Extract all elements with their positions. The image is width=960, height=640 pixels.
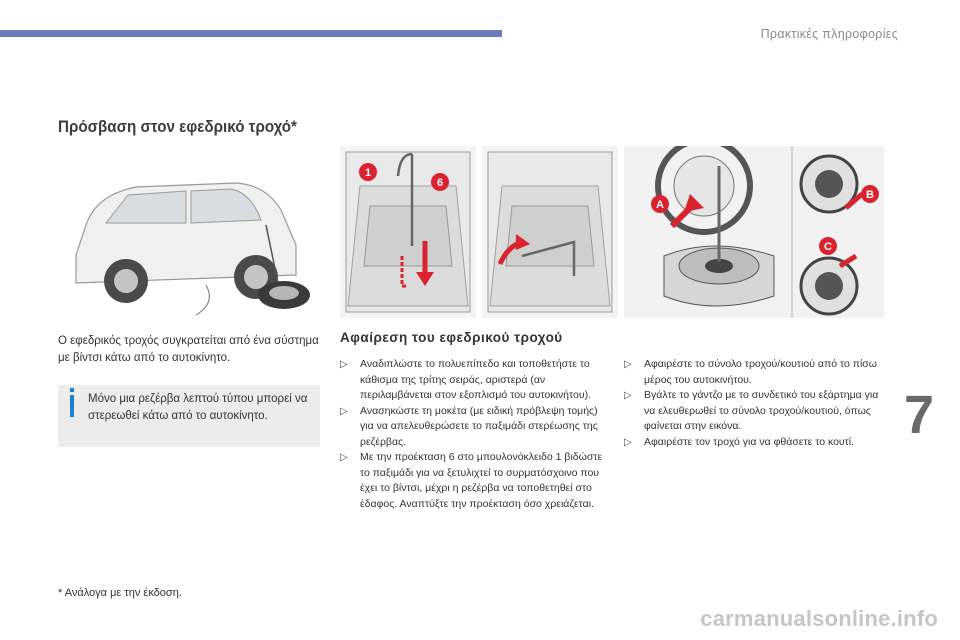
svg-text:B: B [866, 189, 874, 201]
removal-step: ▷ Αφαιρέστε το σύνολο τροχού/κουτιού από το πίσω μέρος του αυτοκινήτου. [624, 358, 877, 386]
step-bullet-icon: ▷ [340, 405, 348, 417]
removal-step: ▷ Με την προέκταση 6 στο μπουλονόκλειδο 1 βιδώστε το παξιμάδι για να ξετυλιχτεί το συρματόσχοινο που έχει το βίντσι, μέχρι η ρεζέρβα να τοποθετηθεί στο έδαφος. Αναπτύξτε την προέκταση όσο χρειάζεται. [340, 451, 603, 510]
removal-section-title: Αφαίρεση του εφεδρικού τροχού [340, 330, 563, 345]
spare-wheel-winch-illustration [624, 146, 884, 318]
trunk-illustration-step1 [340, 146, 476, 318]
footnote: * Ανάλογα με την έκδοση. [58, 587, 182, 599]
removal-step: ▷ Βγάλτε το γάντζο με το συνδετικό του εξάρτημα για να ελευθερωθεί το σύνολο τροχού/κουτιού, όπως φαίνεται στην εικόνα. [624, 389, 879, 432]
removal-step: ▷ Αναδιπλώστε το πολυεπίπεδο και τοποθετήστε το κάθισμα της τρίτης σειράς, αριστερά (αν περιλαμβάνεται στον εξοπλισμό του αυτοκινήτου). [340, 358, 592, 401]
callout-C [819, 237, 837, 255]
removal-steps-right [624, 357, 886, 450]
removal-step: ▷ Ανασηκώστε τη μοκέτα (με ειδική πρόβλεψη τομής) για να απελευθερώσετε το παξιμάδι στερέωσης της ρεζέρβας. [340, 404, 598, 448]
step-bullet-icon: ▷ [624, 390, 632, 401]
svg-text:A: A [656, 199, 664, 211]
svg-text:C: C [824, 241, 832, 253]
removal-step: ▷ Αφαιρέστε τον τροχό για να φθάσετε το κουτί. [624, 435, 886, 451]
info-note-text: Μόνο μια ρεζέρβα λεπτού τύπου μπορεί να στερεωθεί κάτω από το αυτοκίνητο. [88, 393, 308, 422]
step-bullet-icon: ▷ [624, 359, 632, 370]
chapter-number: 7 [904, 385, 935, 445]
callout-A [651, 195, 669, 213]
trunk-illustration-step2 [482, 146, 618, 318]
intro-paragraph: Ο εφεδρικός τροχός συγκρατείται από ένα σύστημα με βίντσι κάτω από το αυτοκίνητο. [58, 335, 319, 364]
step-bullet-icon: ▷ [340, 359, 348, 370]
car-illustration [56, 165, 320, 322]
watermark: carmanualsonline.info [700, 606, 938, 631]
svg-text:6: 6 [436, 177, 444, 189]
header-accent-bar [0, 30, 502, 37]
step-bullet-icon: ▷ [340, 452, 348, 463]
callout-6 [431, 173, 449, 191]
section-title: Πρόσβαση στον εφεδρικό τροχό* [58, 118, 297, 136]
info-icon [70, 395, 74, 417]
step-bullet-icon: ▷ [624, 436, 632, 448]
svg-text:1: 1 [364, 167, 372, 179]
callout-1 [359, 163, 377, 181]
info-icon-dot [70, 388, 74, 392]
info-note-box [58, 385, 320, 447]
removal-steps-left [340, 357, 606, 512]
callout-B [861, 185, 879, 203]
header-title: Πρακτικές πληροφορίες [760, 27, 898, 41]
